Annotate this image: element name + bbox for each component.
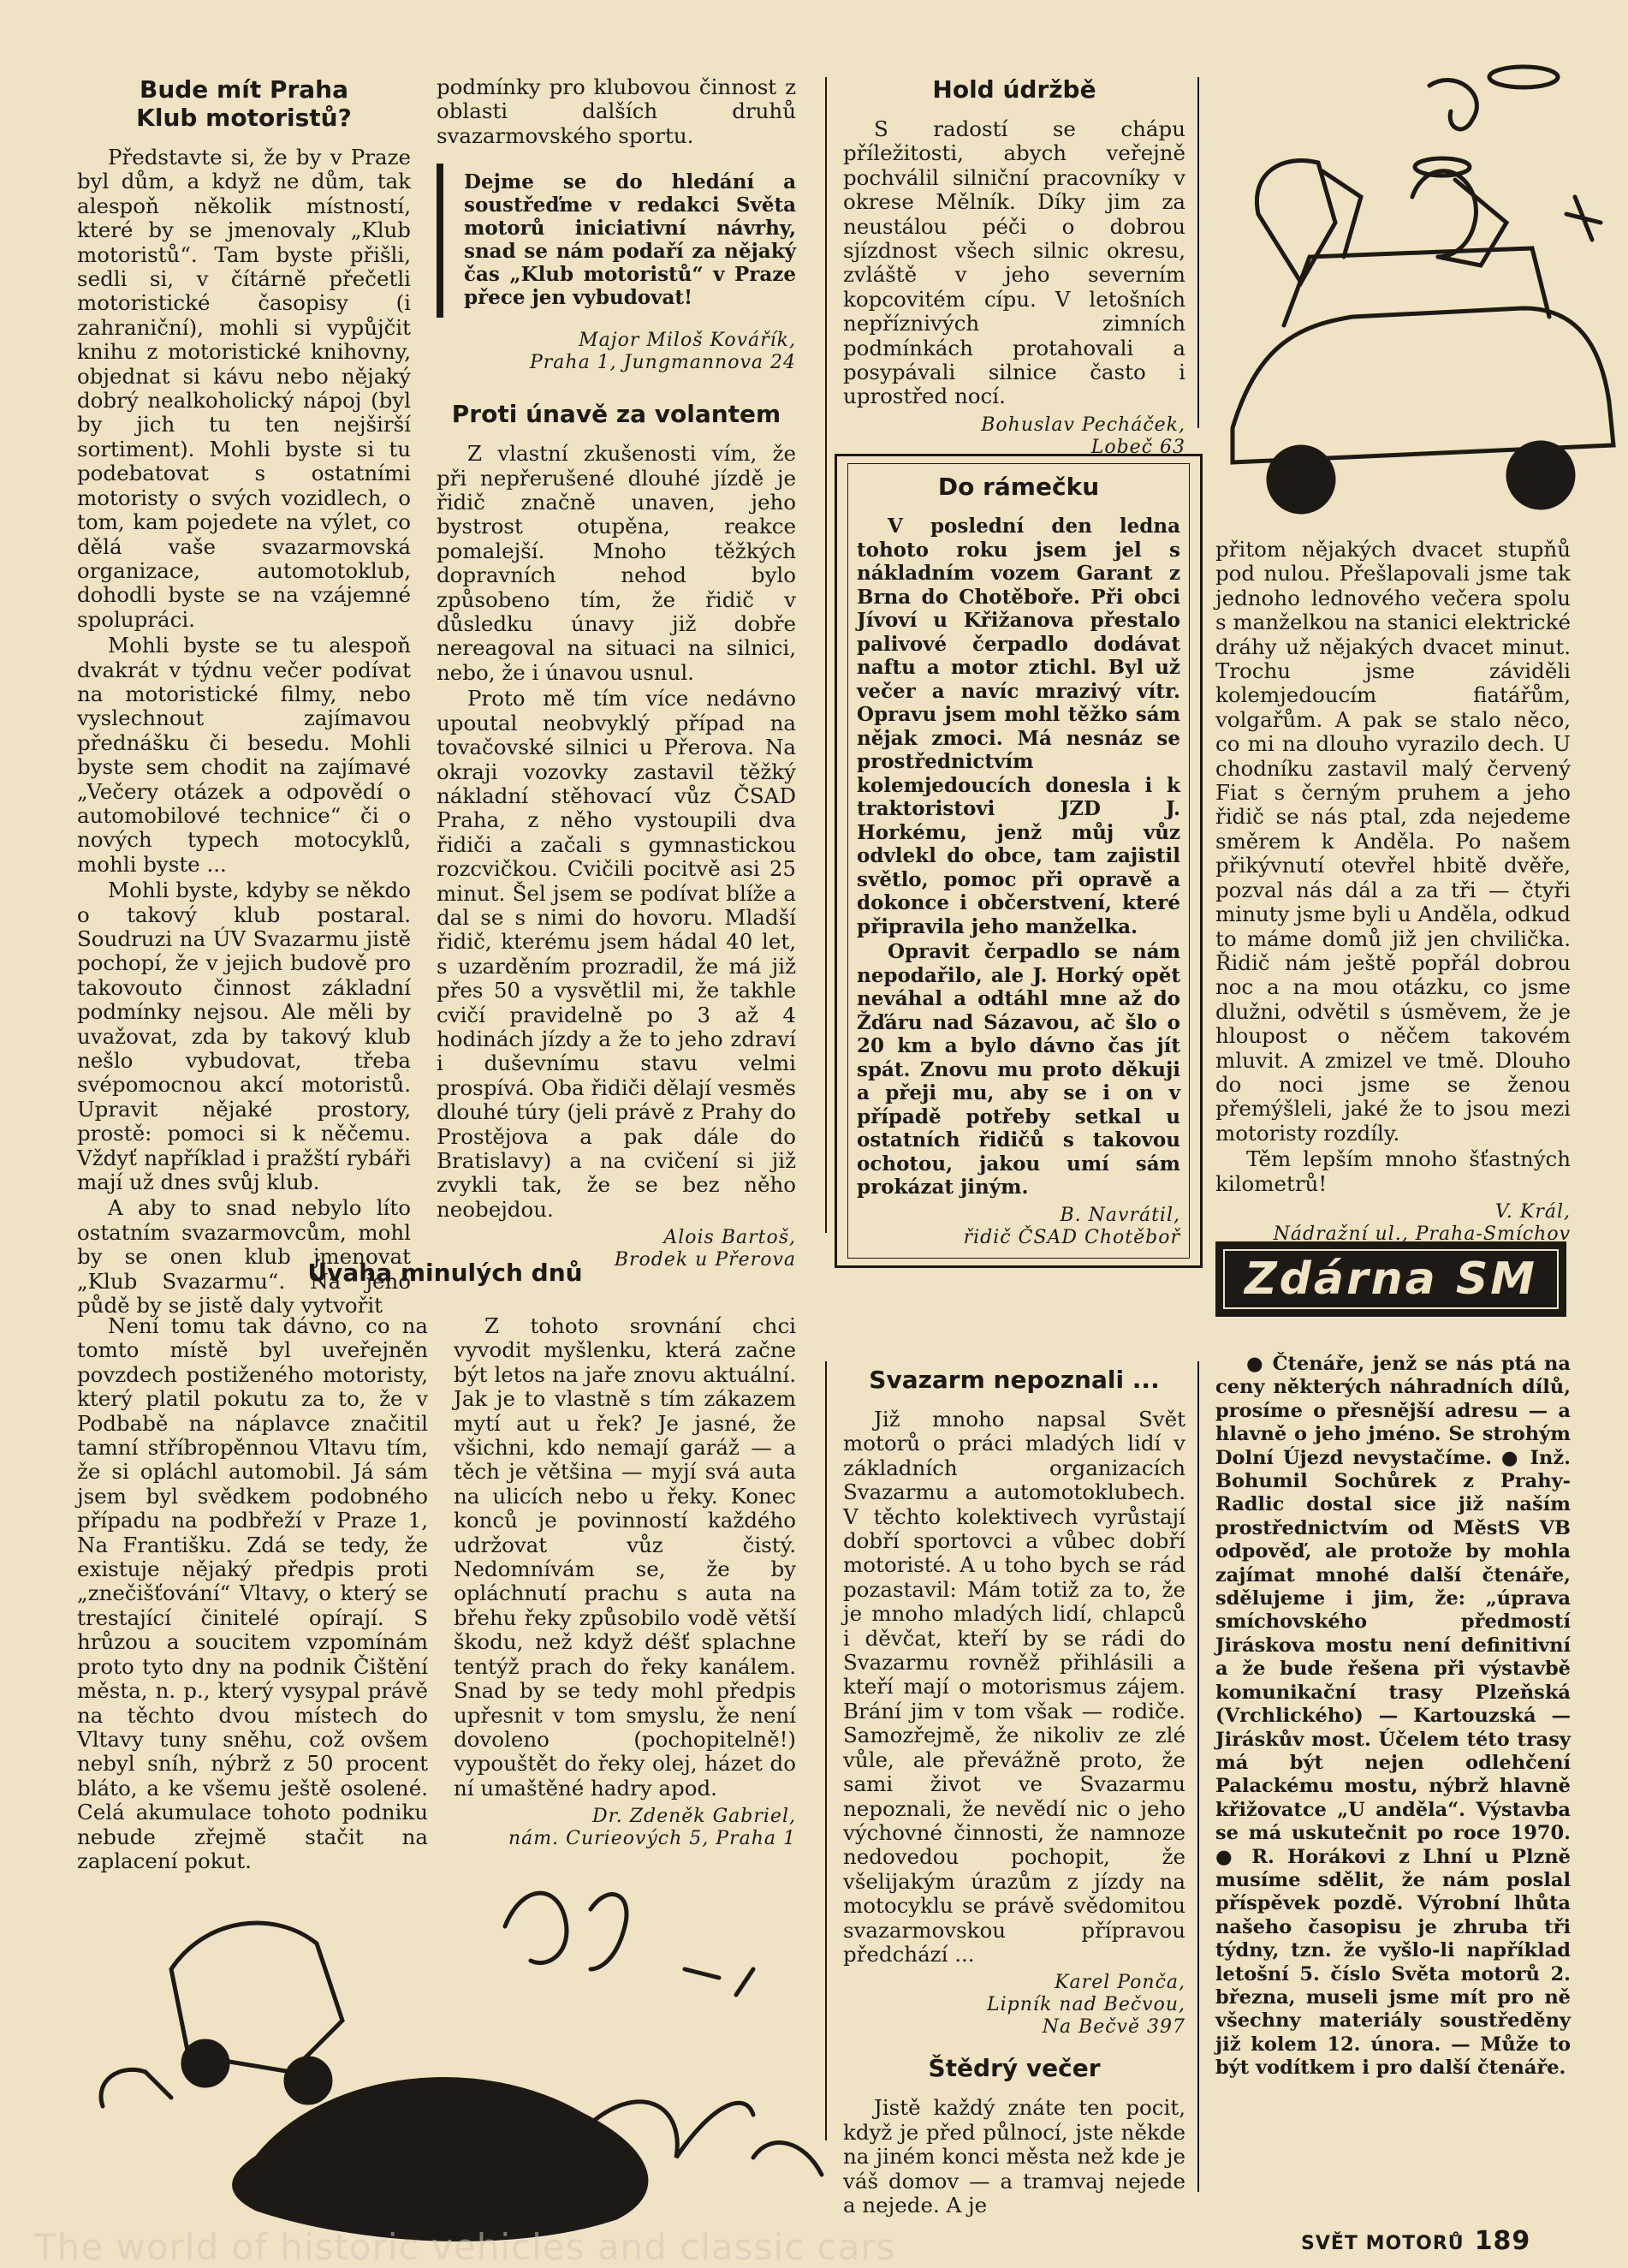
article-klub-motoristu — [77, 75, 411, 1320]
article-uvaha-col2 — [454, 1314, 796, 1850]
article-title: Úvaha minulých dnů — [307, 1259, 583, 1287]
signature: Alois Bartoš, Brodek u Přerova — [614, 1227, 796, 1271]
paragraph: Proto mě tím více nedávno upoutal neobvyklý případ na tovačovské silnici u Přerova. Na okraji vozovky zastavil těžký nákladní stěhovací vůz ČSAD Praha, z něho vystoupili dva řidiči a začali s gymnastickou rozcvičkou. Cvičili pocitvě asi 25 minut. Šel jsem se podívat blíže a dal se s nimi do hovoru. Mladší řidič, kterému jsem hádal 40 let, s uzarděním prozradil, že má již přes 50 a vysvětlil mi, že takhle cvičí pravidelně po 3 až 4 hodinách jízdy a že to jeho zdraví i duševnímu stavu velmi prospívá. Oba řidiči dělají vesměs dlouhé túry (jeli právě z Prahy do Prostějova a pak dále do Bratislavy) a na cvičení si již zvykli tak, že se bez něho neobejdou. — [437, 686, 796, 1222]
article-svazarm-nepoznali — [843, 1366, 1185, 2219]
paragraph: Opravit čerpadlo se nám nepodařilo, ale J. Horký opět neváhal a odtáhl mne až do Žďáru nad Sázavou, ač šlo o 20 km a bylo dávno čas jít spát. Znovu mu proto děkuji a přeji mu, aby se i on v případě potřeby setkal u ostatních řidičů s takovou ochotou, jakou umí sám prokázat jiným. — [857, 940, 1180, 1199]
paragraph: Není tomu tak dávno, co na tomto místě byl uveřejněn povzdech postiženého motoristy, který platil pokutu za to, že v Podbabě na náplavce značitil tamní stříbropěnnou Vltavu tím, že si opláchl automobil. Já sám jsem byl svědkem podobného případu na podbřeží v Praze 1, Na Františku. Zdá se tedy, že existuje nějaký předpis proti „znečišťování“ Vltavy, o který se trestající činitelé opírají. S hrůzou a soucitem vzpomínám proto tyto dny na podnik Čištění města, n. p., který vysypal právě na těchto dvou místech do Vltavy tuny sněhu, což ovšem nebyl sníh, nýbrž z 50 procent bláto, a ke všemu ještě osolené. Celá akumulace tohoto podniku nebude zřejmě stačit na zaplacení pokut. — [77, 1313, 428, 1873]
paragraph: Již mnoho napsal Svět motorů o práci mladých lidí v základních organizacích Svazarmu a automotoklubech. V těchto kolektivech vyrůstají dobří sportovci a vůbec dobří motoristé. A u toho bych se rád pozastavil: Mám totiž za to, že je mnoho mladých lidí, chlapců i děvčat, kteří by se rádi do Svazarmu rovněž přihlásili a kteří mají o motorismus zájem. Brání jim v tom však — rodiče. Samozřejmě, že nikoliv ze zlé vůle, ale převážně proto, že sami život ve Svazarmu nepoznali, že nevědí nic o jeho výchovné činnosti, že namnoze nedovedou pochopit, že všelijakým úrazům z jízdy na motocyklu se právě svědomitou svazarmovskou přípravou předchází ... — [843, 1407, 1185, 1967]
zdarna-logo: Zdárna SM — [1244, 1253, 1538, 1305]
paragraph: Z vlastní zkušenosti vím, že při nepřerušené dlouhé jízdě je řidič značně unaven, jeho bystrost otupěna, reakce pomalejší. Mnoho těžkých dopravních nehod bylo způsobeno tím, že řidič v důsledku únavy již dobře nereagoval na situaci na silnici, nebo, že i únavou usnul. — [437, 441, 796, 685]
article-klub-continuation — [437, 75, 796, 1271]
signature: Karel Ponča, Lipník nad Bečvou, Na Bečvě 397 — [987, 1972, 1185, 2039]
article-title: Do rámečku — [937, 473, 1100, 501]
paragraph: V poslední den ledna tohoto roku jsem jel s nákladním vozem Garant z Brna do Chotěboře. Při obci Jívoví u Křižanova přestalo palivové čerpadlo dodávat naftu a motor ztichl. Byl už večer a navíc mrazivý vítr. Opravu jsem mohl těžko sám nějak zmoci. Má nesnáz se prostřednictvím kolemjedoucích donesla i k traktoristovi JZD J. Horkému, jenž můj vůz odvlekl do obce, tam zajistil světlo, pomoc při opravě a dokonce i občerstvení, které připravila jeho manželka. — [857, 515, 1180, 938]
signature: Dr. Zdeněk Gabriel, nám. Curieových 5, Praha 1 — [508, 1806, 796, 1850]
callout-box — [437, 164, 796, 318]
cartoon-car-fish — [101, 1893, 822, 2239]
paragraph: S radostí se chápu příležitosti, abych veřejně pochválil silniční pracovníky v okrese Mělník. Díky jim za neustálou péči o dobrou sjízdnost všech silnic okresu, zvláště v jeho severním kopcovitém cípu. V letošních nepříznivých zimních podmínkách protahovali a posypávali silnice často i uprostřed nocí. — [843, 116, 1185, 409]
paragraph: přitom nějakých dvacet stupňů pod nulou. Přešlapovali jsme tak jednoho lednového večera spolu s manželkou na stanici elektrické dráhy už nějakých dvacet minut. Trochu jsme záviděli kolemjedoucím fiatářům, volgařům. A pak se stalo něco, co mi na dlouho vyrazilo dech. U chodníku zastavil malý červený Fiat s černým pruhem a jeho řidič se nás ptal, zda nejedeme směrem k Anděla. Po našem přikývnutí otevřel hbitě dvěře, pozval nás dál a za tři — čtyři minuty jsme byli u Anděla, odkud to máme domů již jen chvilička. Řidič nám ještě popřál dobrou noc a na mou otázku, co jsme dlužni, odvětil s úsměvem, že je hloupost o něčem takovém mluvit. A zmizel ve tmě. Dlouho do noci jsme se ženou přemýšleli, jaké že to jsou mezi motoristy rozdíly. — [1215, 537, 1571, 1146]
callout-text: Dejme se do hledání a soustřeďme v redakci Světa motorů iniciativní návrhy, snad se nám podaří za nějaký čas „Klub motoristů“ v Praze přece jen vybudovat! — [464, 170, 796, 310]
signature: Major Miloš Kovářík, Praha 1, Jungmannova 24 — [529, 330, 796, 374]
paragraph: podmínky pro klubovou činnost z oblasti dalších druhů svazarmovského sportu. — [437, 74, 796, 148]
magazine-name: SVĚT MOTORŮ — [1301, 2233, 1465, 2254]
article-title: Hold údržbě — [932, 75, 1096, 104]
article-hold-udrzbe — [843, 75, 1185, 459]
article-title: Proti únavě za volantem — [451, 400, 781, 429]
page-footer — [1301, 2226, 1530, 2256]
watermark: The world of historic vehicles and classic cars — [34, 2226, 896, 2268]
signature: V. Král, Nádražní ul., Praha-Smíchov — [1273, 1200, 1571, 1245]
article-uvaha-col1 — [77, 1314, 428, 1875]
article-title: Bude mít Praha Klub motoristů? — [136, 75, 352, 132]
paragraph: Mohli byste se tu alespoň dvakrát v týdnu večer podívat na motoristické filmy, nebo vyslechnout zajímavou přednášku či besedu. Mohli byste sem chodit na zajímavé „Večery otázek a odpovědí o automobilové technice“ či o nových typech motocyklů, mohli byste ... — [77, 633, 411, 877]
paragraph: Mohli byste, kdyby se někdo o takový klub postaral. Soudruzi na ÚV Svazarmu jistě pochopí, že v jejich budově pro takovouto činnost základní podmínky nejsou. Ale měli by uvažovat, zda by takový klub nešlo vybudovat, třeba svépomocnou akcí motoristů. Upravit nějaké prostory, prostě: pomoci si k něčemu. Vždyť například i pražští rybáři mají už dnes svůj klub. — [77, 878, 411, 1195]
paragraph: ● Čtenáře, jenž se nás ptá na ceny některých náhradních dílů, prosíme o přesnější adresu — a hlavně o jeho jméno. Se strohým Dolní Újezd nevystačíme. ● Inž. Bohumil Sochůrek z Prahy-Radlic dostal sice již naším prostřednictvím od MěstS VB odpověď, ale protože by mohla zajímat mnohé další čtenáře, sdělujeme i jim, že: „úprava smíchovského předmostí Jiráskova mostu není definitivní a že bude řešena při výstavbě komunikační trasy Plzeňská (Vrchlického) — Kartouzská — Jiráskův most. Účelem této trasy má být nejen odlehčení Palackému mostu, nýbrž hlavně křižovatce „U anděla“. Výstavba se má uskutečnit po roce 1970. ● R. Horákovi z Lhní u Plzně musíme sdělit, že nám poslal příspěvek pozdě. Výrobní lhůta našeho časopisu je zhruba tři týdny, tzn. že vyšlo-li například letošní 5. číslo Světa motorů 2. března, museli jsme mít pro ně všechny materiály soustředěny již kolem 12. února. — Může to být vodítkem i pro další čtenáře. — [1215, 1353, 1571, 2080]
article-do-ramecku — [835, 454, 1203, 1268]
paragraph: Z tohoto srovnání chci vyvodit myšlenku, která začne být letos na jaře znovu aktuální. Jak je to vlastně s tím zákazem mytí aut u řek? Je jasné, že všichni, kdo nemají garáž — a těch je většina — myjí svá auta na ulicích nebo u řeky. Konec konců je povinností každého udržovat vůz čistý. Nedomnívám se, že by opláchnutí prachu s auta na břehu řeky způsobilo vodě větší škodu, než když déšť splachne tentýž prach do řeky kanálem. Snad by se tedy mohl předpis upřesnit v tom smyslu, že není dovoleno (pochopitelně!) vypouštět do řeky olej, házet do ní umaštěné hadry apod. — [454, 1313, 796, 1801]
zdarna-section — [1215, 1353, 1571, 2082]
page-number: 189 — [1474, 2226, 1531, 2256]
article-stedry-vecer-continuation — [1215, 538, 1571, 1246]
paragraph: Těm lepším mnoho šťastných kilometrů! — [1215, 1146, 1571, 1196]
article-uvaha — [77, 1259, 813, 1301]
signature: Bohuslav Pecháček, Lobeč 63 — [981, 414, 1185, 458]
article-title: Svazarm nepoznali ... — [869, 1366, 1160, 1394]
paragraph: Jistě každý znáte ten pocit, když je před půlnocí, jste někde na jiném konci města než kde je váš domov — a tramvaj nejede a nejede. A je — [843, 2095, 1185, 2217]
paragraph: Představte si, že by v Praze byl dům, a když ne dům, tak alespoň několik místností, které by se jmenovaly „Klub motoristů“. Tam byste přišli, sedli si, v čítárně přečetli motoristické časopisy (i zahraniční), mohli si vypůjčit knihu z motoristické knihovny, objednat si kávu nebo nějaký dobrý nealkoholický nápoj (byl by jich tu ten nejširší sortiment). Mohli byste si tu podebatovat s ostatními motoristy o svých vozidlech, o tom, kam pojedete na výlet, co dělá vaše svazarmovská organizace, automotoklub, dohodli byste se na vzájemné spolupráci. — [77, 145, 411, 632]
cartoon-car-angels — [1233, 67, 1613, 512]
signature: B. Navrátil, řidič ČSAD Chotěboř — [963, 1204, 1180, 1248]
article-title: Štědrý večer — [928, 2054, 1101, 2083]
paragraph: A aby to snad nebylo líto ostatním svazarmovcům, mohl by se onen klub jmenovat „Klub Svazarmu“. Na jeho půdě by se jistě daly vytvořit — [77, 1195, 411, 1319]
